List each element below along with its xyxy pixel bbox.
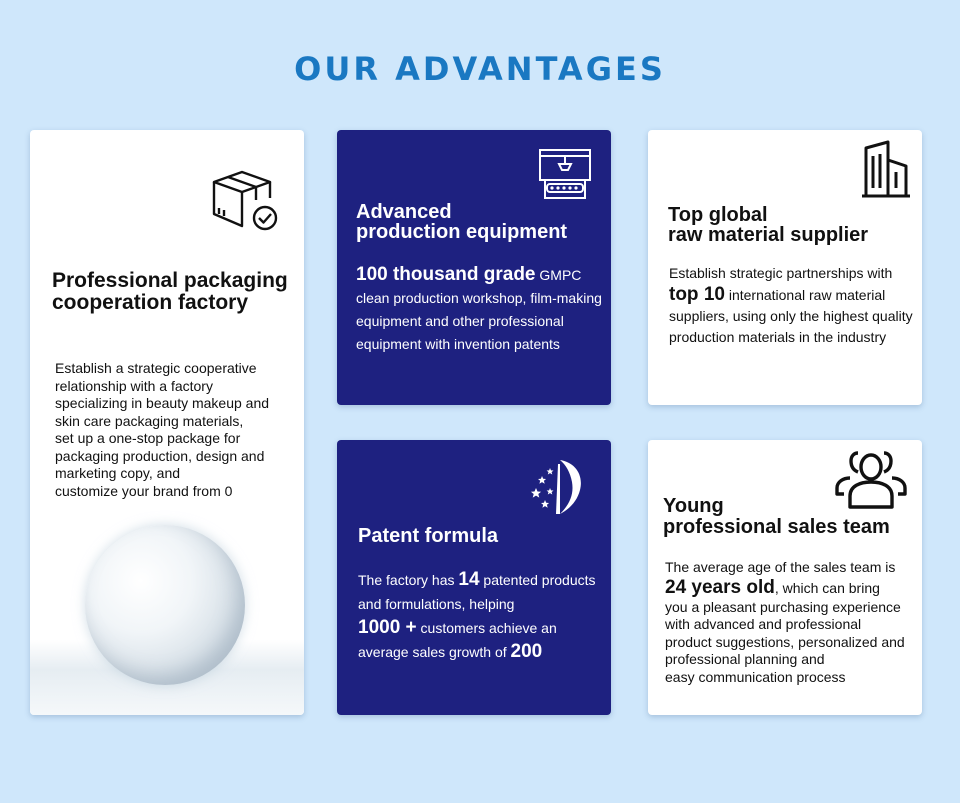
card-heading bbox=[52, 270, 302, 314]
body-line: relationship with a factory bbox=[55, 377, 213, 394]
body-line: The average age of the sales team is bbox=[665, 559, 896, 575]
water-sphere-image bbox=[85, 525, 245, 685]
card-packaging-factory bbox=[30, 130, 304, 715]
heading-line: production equipment bbox=[356, 221, 568, 243]
card-heading bbox=[356, 202, 606, 242]
body-line: packaging production, design and bbox=[55, 447, 265, 464]
heading-line: Professional packaging bbox=[52, 269, 288, 292]
highlight-number: 200 bbox=[510, 641, 543, 662]
buildings-icon bbox=[858, 140, 914, 198]
body-text: customers achieve an bbox=[416, 620, 557, 636]
body-text: patented products bbox=[479, 572, 596, 588]
card-body bbox=[55, 360, 295, 500]
body-line: clean production workshop, film-making bbox=[356, 290, 602, 306]
body-line: suppliers, using only the highest quality bbox=[669, 308, 913, 324]
body-line: marketing copy, and bbox=[55, 465, 181, 481]
body-line: customize your brand from 0 bbox=[55, 482, 233, 499]
heading-line: Young bbox=[663, 495, 724, 517]
card-body bbox=[665, 559, 920, 686]
body-line: with advanced and professional bbox=[665, 616, 862, 632]
body-line: skin care packaging materials, bbox=[55, 412, 244, 429]
page-title: OUR ADVANTAGES bbox=[294, 50, 666, 88]
card-heading: Patent formula bbox=[358, 525, 499, 547]
package-check-icon bbox=[210, 168, 280, 234]
card-heading bbox=[668, 205, 918, 245]
body-line: production materials in the industry bbox=[669, 329, 887, 345]
body-text: GMPC bbox=[535, 267, 582, 283]
card-sales-team bbox=[648, 440, 922, 715]
body-text: , which can bring bbox=[774, 579, 880, 596]
body-line: product suggestions, personalized and bbox=[665, 633, 905, 650]
body-line: equipment with invention patents bbox=[356, 336, 560, 352]
highlight-number: 14 bbox=[458, 569, 480, 590]
card-production-equipment bbox=[337, 130, 611, 405]
heading-line: professional sales team bbox=[663, 516, 890, 538]
heading-line: Advanced bbox=[356, 201, 452, 223]
body-line: you a pleasant purchasing experience bbox=[665, 598, 901, 615]
body-line: Establish strategic partnerships with bbox=[669, 265, 893, 281]
heading-line: raw material supplier bbox=[668, 224, 869, 246]
card-body bbox=[356, 263, 606, 356]
body-text: average sales growth of bbox=[358, 644, 511, 660]
card-body bbox=[669, 263, 919, 348]
card-patent-formula bbox=[337, 440, 611, 715]
card-heading bbox=[663, 496, 918, 538]
body-line: equipment and other professional bbox=[356, 313, 564, 329]
body-text: international raw material bbox=[724, 287, 886, 303]
heading-line: Top global bbox=[668, 204, 768, 226]
body-line: easy communication process bbox=[665, 668, 846, 685]
body-text: The factory has bbox=[358, 572, 459, 588]
highlight-text: top 10 bbox=[669, 284, 725, 305]
body-line: set up a one-stop package for bbox=[55, 430, 241, 446]
patent-emblem-icon bbox=[530, 456, 594, 520]
highlight-number: 1000 + bbox=[358, 617, 417, 638]
body-line: professional planning and bbox=[665, 651, 825, 667]
highlight-text: 100 thousand grade bbox=[356, 264, 536, 285]
production-machine-icon bbox=[537, 148, 593, 202]
highlight-text: 24 years old bbox=[665, 576, 775, 598]
body-line: Establish a strategic cooperative bbox=[55, 360, 257, 376]
body-line: and formulations, helping bbox=[358, 596, 515, 612]
card-body bbox=[358, 568, 608, 664]
card-raw-material-supplier bbox=[648, 130, 922, 405]
heading-line: cooperation factory bbox=[52, 291, 249, 315]
body-line: specializing in beauty makeup and bbox=[55, 395, 270, 411]
